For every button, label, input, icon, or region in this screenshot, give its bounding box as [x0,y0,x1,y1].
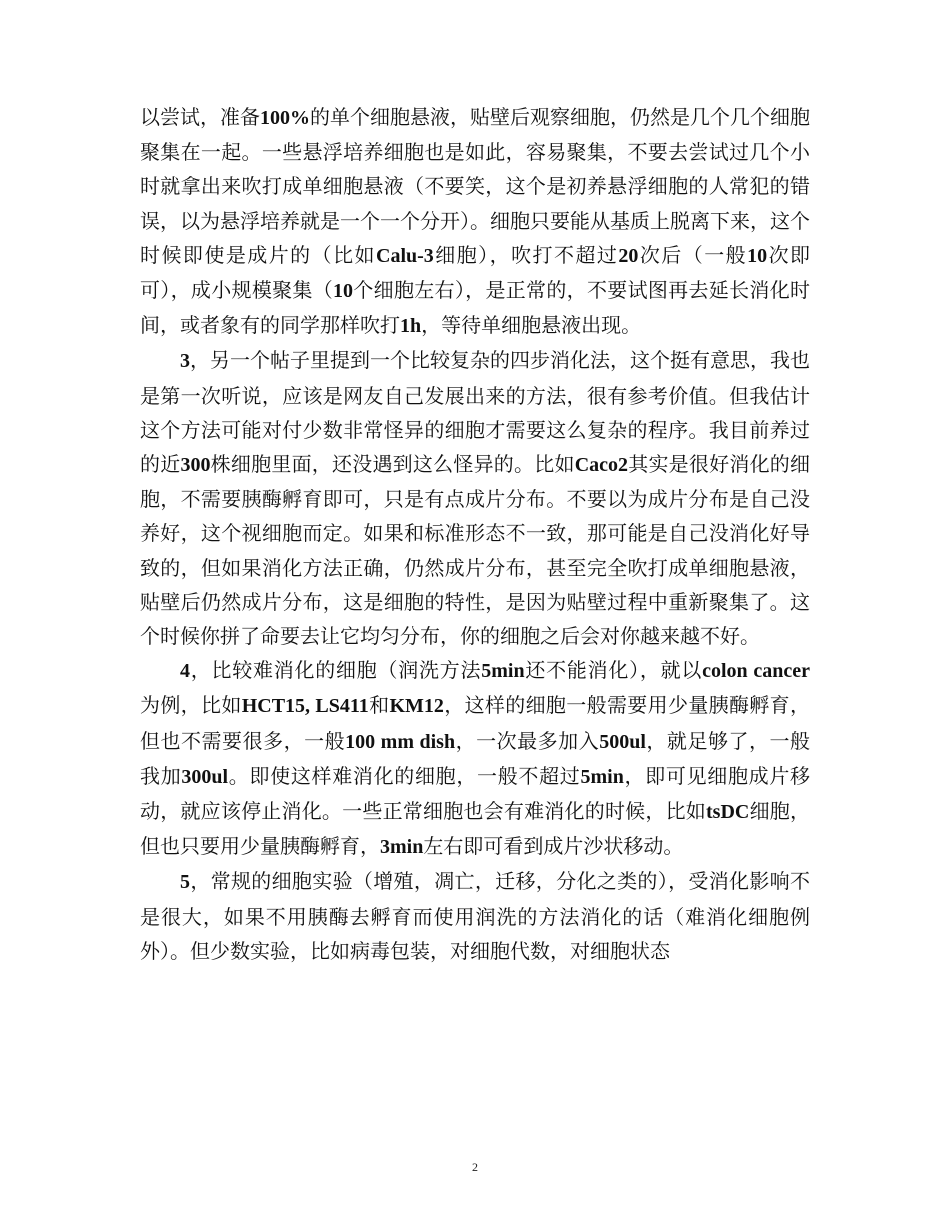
bold-text-segment: 20 [618,244,639,267]
bold-text-segment: 300ul [181,765,229,788]
bold-text-segment: colon cancer [702,660,811,683]
bold-text-segment: 10 [333,280,354,303]
text-segment: 的单个细胞悬液，贴壁后观察细胞，仍然是几个几个细胞聚集在一起。一些悬浮培养细胞也是如此，容易聚集，不要去尝试过几个小时就拿出来吹打成单细胞悬液（不要笑，这个是初养悬浮细胞的人常犯的错误，以为悬浮培养就是一个一个分开）。细胞只要能从基质上脱离下来，这个时候即使是成片的（比如 [140,105,810,267]
text-segment: 次后（一般 [638,242,748,267]
bold-text-segment: 100 mm dish [345,730,456,753]
text-segment: ，等待单细胞悬液出现。 [421,313,642,338]
text-segment: 左右即可看到成片沙状移动。 [423,834,684,859]
paragraph-4 [140,864,810,968]
text-segment: ，一次最多加入 [455,728,600,753]
text-segment: 株细胞里面，还没遇到这么怪异的。比如 [210,452,575,477]
text-segment: 和 [368,693,390,718]
text-segment: 细胞），吹打不超过 [433,242,619,267]
bold-text-segment: tsDC [706,801,750,824]
bold-text-segment: 5min [580,765,624,788]
paragraph-3 [140,653,810,864]
text-segment: 为例，比如 [140,693,242,718]
bold-text-segment: 3min [380,836,424,859]
bold-text-segment: HCT15, LS411 [241,695,369,718]
bold-text-segment: 5min [481,660,525,683]
paragraph-2 [140,343,810,653]
text-segment: ，即可见细胞成片移动，就应该停止消化。一些正常细胞也会有难消化的时候，比如 [140,763,811,824]
text-body [140,100,810,968]
bold-text-segment: Caco2 [574,454,629,477]
bold-text-segment: 1h [400,315,422,338]
text-segment: ，比较难消化的细胞（润洗方法 [190,658,482,683]
page-number: 2 [472,1160,478,1174]
bold-text-segment: Calu-3 [376,244,434,267]
bold-text-segment: 100% [260,107,310,129]
text-segment: 个细胞左右），是正常的，不要试图再去延长消化时间，或者象有的同学那样吹打 [140,278,811,338]
bold-text-segment: 4 [180,660,190,683]
bold-text-segment: 3 [180,350,190,373]
bold-text-segment: 300 [180,454,211,477]
paragraph-1 [140,100,810,343]
text-segment: 以尝试，准备 [140,105,260,129]
text-segment: ，这样的细胞一般需要用少量胰酶孵育，但也不需要很多，一般 [140,693,811,753]
text-segment: 。即使这样难消化的细胞，一般不超过 [228,763,581,788]
text-segment: ，就足够了，一般我加 [140,728,811,788]
text-segment: 其实是很好消化的细胞，不需要胰酶孵育即可，只是有点成片分布。不要以为成片分布是自己没养好，这个视细胞而定。如果和标准形态不一致，那可能是自己没消化好导致的，但如果消化方法正确，仍然成片分布，甚至完全吹打成单细胞悬液，贴壁后仍然成片分布，这是细胞的特性，是因为贴壁过程中重新聚集了。这个时候你拼了命要去让它均匀分布，你的细胞之后会对你越来越不好。 [140,452,811,649]
text-segment: 次即可），成小规模聚集（ [140,242,811,303]
text-segment: ，另一个帖子里提到一个比较复杂的四步消化法，这个挺有意思，我也是第一次听说，应该是网友自己发展出来的方法，很有参考价值。但我估计这个方法可能对付少数非常怪异的细胞才需要这么复杂的程序。我目前养过的近 [140,348,810,477]
bold-text-segment: KM12 [389,695,444,718]
text-segment: 细胞，但也只要用少量胰酶孵育， [140,799,811,859]
bold-text-segment: 500ul [599,730,646,753]
text-segment: ，常规的细胞实验（增殖，凋亡，迁移，分化之类的），受消化影响不是很大，如果不用胰酶去孵育而使用润洗的方法消化的话（难消化细胞例外）。但少数实验，比如病毒包装，对细胞代数，对细胞状态 [140,869,810,963]
bold-text-segment: 10 [747,244,768,267]
bold-text-segment: 5 [180,871,190,894]
text-segment: 还不能消化），就以 [524,658,703,683]
